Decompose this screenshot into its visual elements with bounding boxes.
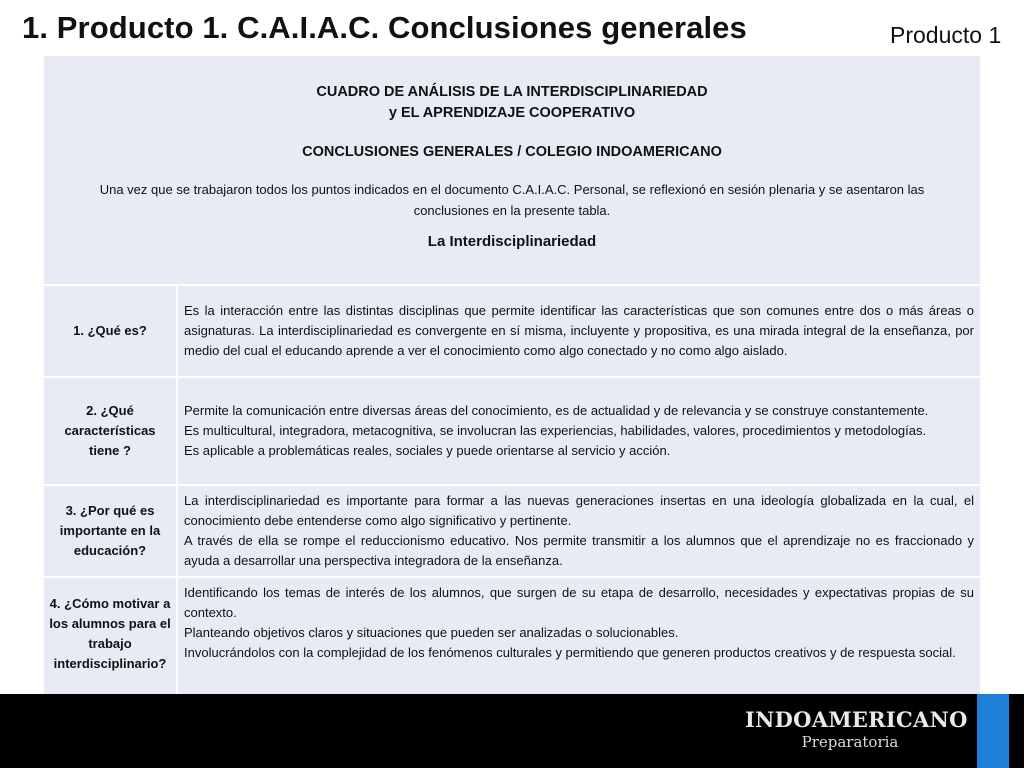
table-intro: Una vez que se trabajaron todos los puntos indicados en el documento C.A.I.A.C. Personal, se reflexionó en sesión plenaria y se asentaron las conclusiones en la presente tabla. bbox=[99, 182, 925, 218]
answer-line: Planteando objetivos claros y situaciones que pueden ser analizadas o solucionables. bbox=[184, 625, 679, 640]
answer-line: Es aplicable a problemáticas reales, sociales y puede orientarse al servicio y acción. bbox=[184, 443, 671, 458]
section-title: La Interdisciplinariedad bbox=[427, 233, 597, 250]
answer-line: Identificando los temas de interés de los alumnos, que surgen de su etapa de desarrollo, necesidades y expectativas propias de su contexto. bbox=[184, 585, 974, 620]
footer-subtitle: Preparatoria bbox=[801, 733, 899, 751]
question-cell: 3. ¿Por qué es importante en la educación? bbox=[44, 485, 177, 577]
table-heading-line1: CUADRO DE ANÁLISIS DE LA INTERDISCIPLINARIEDAD bbox=[316, 84, 708, 100]
footer-brand: INDOAMERICANO bbox=[745, 707, 968, 732]
answer-cell bbox=[177, 577, 980, 709]
qa-table bbox=[44, 284, 980, 709]
footer-accent-stripe bbox=[977, 694, 1009, 768]
question-cell: 1. ¿Qué es? bbox=[44, 285, 177, 377]
table-heading-line2: y EL APRENDIZAJE COOPERATIVO bbox=[388, 105, 636, 121]
table-heading bbox=[44, 82, 980, 124]
answer-line: Es la interacción entre las distintas disciplinas que permite identificar las características que son comunes entre dos o más áreas o asignaturas. La interdisciplinariedad es convergente en sí misma, incluyente y propositiva, es una mirada integral de la enseñanza, por medio del cual el educando aprende a ver el conocimiento como algo conectado y no como algo aislado. bbox=[184, 303, 974, 358]
question-cell: 4. ¿Cómo motivar a los alumnos para el trabajo interdisciplinario? bbox=[44, 577, 177, 709]
analysis-table bbox=[44, 56, 980, 708]
table-header bbox=[44, 56, 980, 284]
slide-tag: Producto 1 bbox=[890, 22, 1002, 48]
answer-line: A través de ella se rompe el reduccionismo educativo. Nos permite transmitir a los alumnos que el aprendizaje no es fraccionado y ayuda a desarrollar una perspectiva integradora de la enseñanza. bbox=[184, 533, 974, 568]
table-row bbox=[44, 485, 980, 577]
answer-line: La interdisciplinariedad es importante para formar a las nuevas generaciones insertas en una ideología globalizada en la cual, el conocimiento debe entenderse como algo significativo y pertinente. bbox=[184, 493, 974, 528]
question-cell: 2. ¿Qué características tiene ? bbox=[44, 377, 177, 485]
answer-line: Es multicultural, integradora, metacognitiva, se involucran las experiencias, habilidades, valores, procedimientos y metodologías. bbox=[184, 423, 927, 438]
table-row bbox=[44, 285, 980, 377]
slide-title: 1. Producto 1. C.A.I.A.C. Conclusiones generales bbox=[22, 10, 747, 45]
answer-line: Permite la comunicación entre diversas áreas del conocimiento, es de actualidad y de relevancia y se construye constantemente. bbox=[184, 403, 929, 418]
table-row bbox=[44, 377, 980, 485]
footer-logo bbox=[745, 707, 968, 760]
answer-line: Involucrándolos con la complejidad de los fenómenos culturales y permitiendo que generen productos creativos y de respuesta social. bbox=[184, 645, 956, 660]
table-row bbox=[44, 577, 980, 709]
answer-cell bbox=[177, 485, 980, 577]
answer-cell bbox=[177, 377, 980, 485]
table-subheading: CONCLUSIONES GENERALES / COLEGIO INDOAMERICANO bbox=[302, 144, 722, 160]
answer-cell bbox=[177, 285, 980, 377]
